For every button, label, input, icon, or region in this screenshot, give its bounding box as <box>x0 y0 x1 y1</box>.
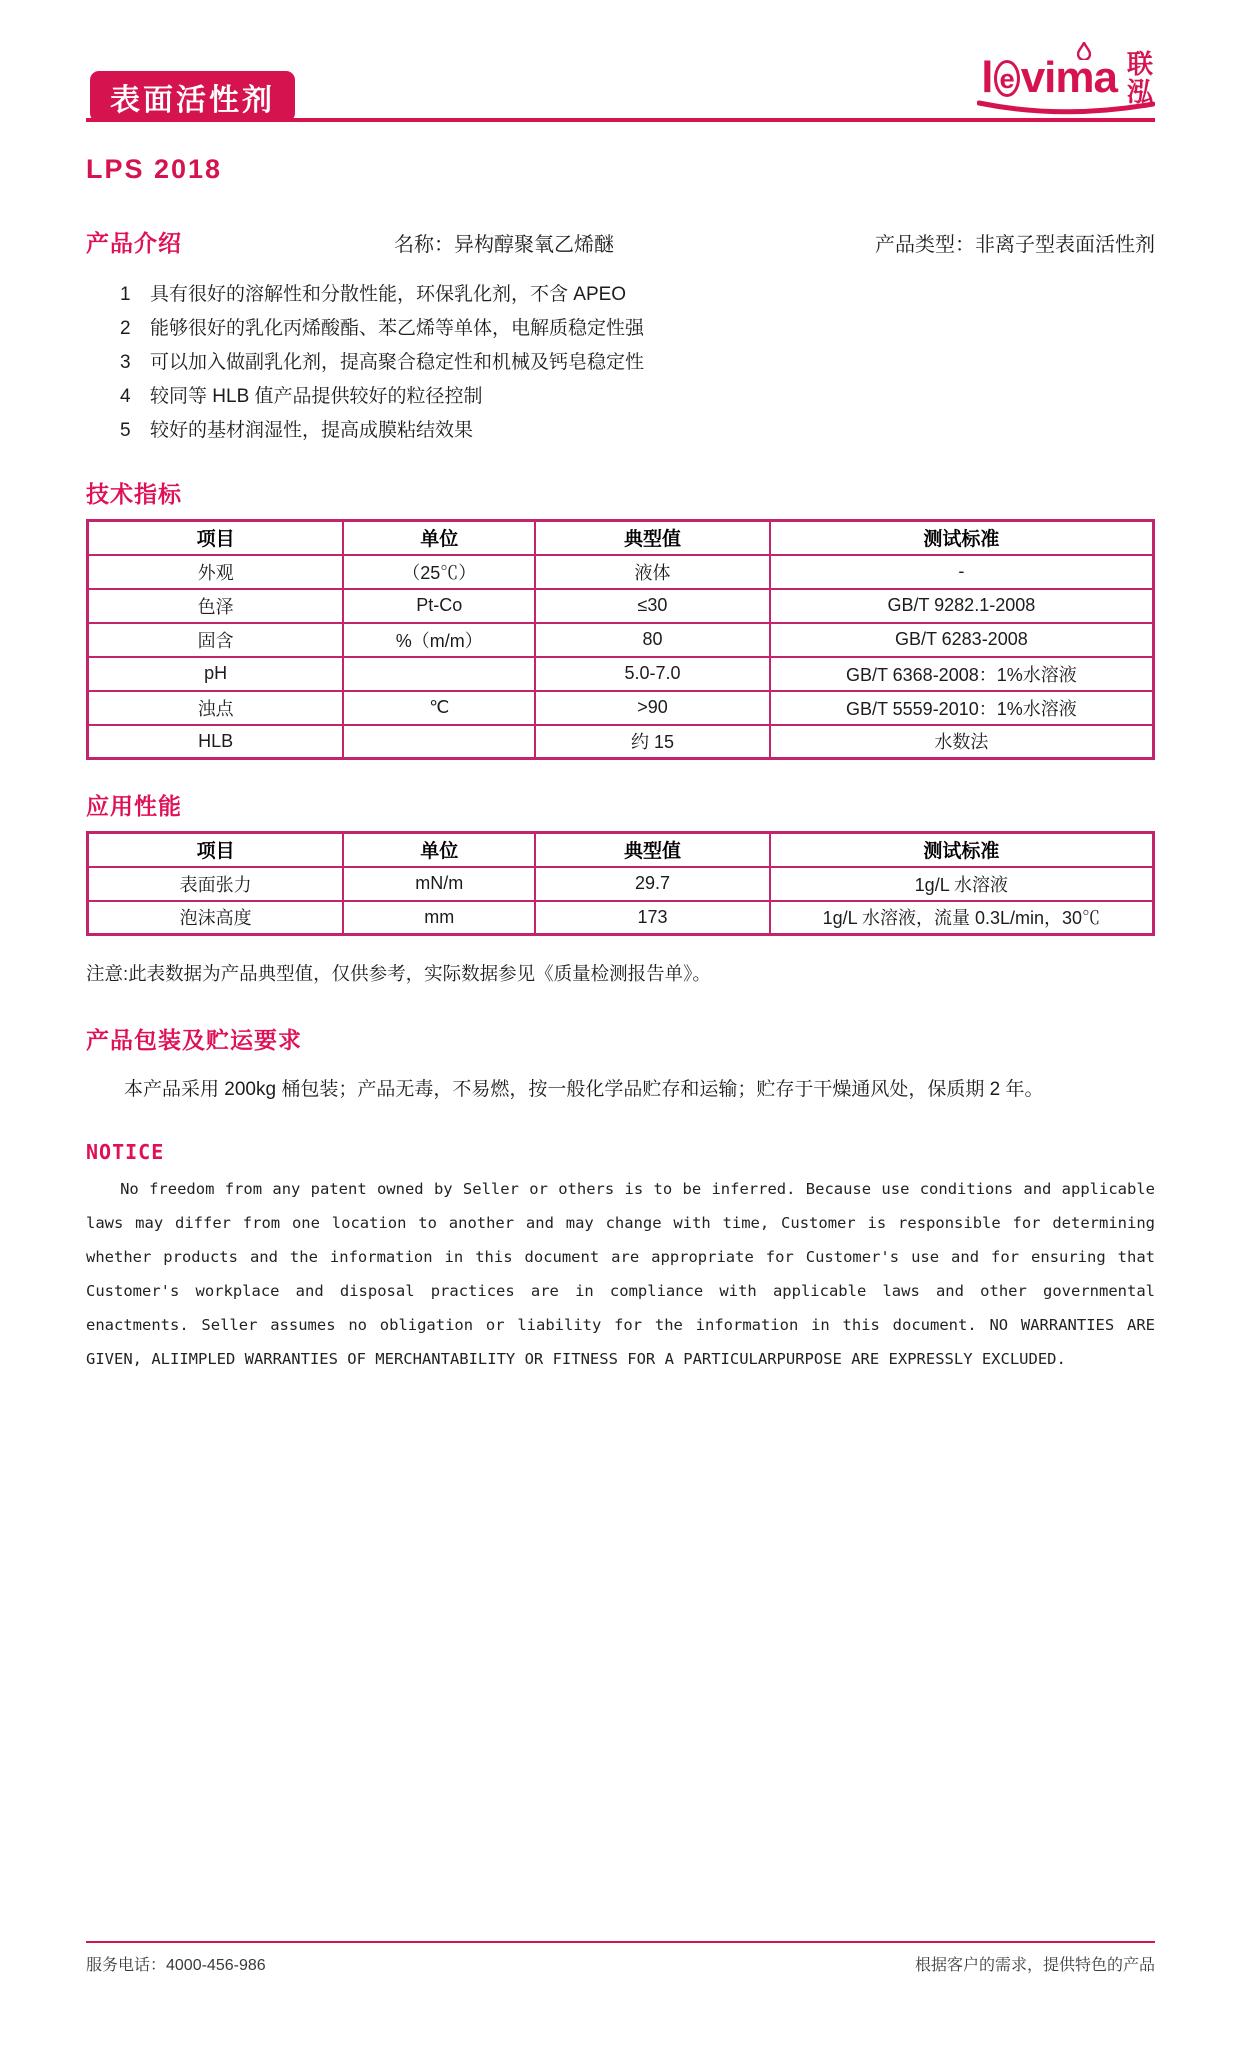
cell-item: 固含 <box>88 623 344 657</box>
table-note: 注意:此表数据为产品典型值，仅供参考，实际数据参见《质量检测报告单》。 <box>86 963 711 984</box>
page-footer <box>86 1941 1155 1975</box>
col-header-item: 项目 <box>88 521 344 555</box>
brand-cn-char-2: 泓 <box>1126 77 1153 108</box>
section-heading-intro: 产品介绍 <box>86 230 182 256</box>
feature-number: 4 <box>120 386 131 407</box>
feature-text: 具有很好的溶解性和分散性能，环保乳化剂，不含 APEO <box>150 284 627 305</box>
cell-unit: mN/m <box>343 867 535 901</box>
swoosh-icon <box>977 100 1155 116</box>
page-title: LPS 2018 <box>86 154 223 184</box>
cell-standard: GB/T 6368-2008：1%水溶液 <box>770 657 1154 691</box>
brand-letters-vima: vima <box>1020 53 1117 102</box>
section-heading-app-performance: 应用性能 <box>86 793 182 819</box>
table-row <box>88 725 1154 759</box>
col-header-unit: 单位 <box>343 833 535 867</box>
cell-typical: >90 <box>535 691 770 725</box>
feature-text: 能够很好的乳化丙烯酸酯、苯乙烯等单体，电解质稳定性强 <box>150 318 645 339</box>
feature-number: 2 <box>120 318 131 339</box>
col-header-item: 项目 <box>88 833 344 867</box>
feature-number: 1 <box>120 284 131 305</box>
feature-item <box>120 278 1155 312</box>
cell-standard: 1g/L 水溶液，流量 0.3L/min，30℃ <box>770 901 1154 935</box>
header-bar <box>86 49 1155 122</box>
feature-item <box>120 346 1155 380</box>
feature-text: 可以加入做副乳化剂，提高聚合稳定性和机械及钙皂稳定性 <box>150 352 645 373</box>
feature-text: 较同等 HLB 值产品提供较好的粒径控制 <box>150 386 483 407</box>
table-row <box>88 589 1154 623</box>
cell-typical: 80 <box>535 623 770 657</box>
brand-letter-l: l <box>981 53 993 102</box>
cell-item: 泡沫高度 <box>88 901 344 935</box>
feature-number: 3 <box>120 352 131 373</box>
cell-unit: Pt-Co <box>343 589 535 623</box>
levima-logo <box>981 49 1153 110</box>
table-header-row <box>88 833 1154 867</box>
feature-list <box>120 278 1155 448</box>
category-banner <box>90 71 295 122</box>
section-heading-tech-specs: 技术指标 <box>86 481 182 507</box>
footer-service-phone: 服务电话：4000-456-986 <box>86 1957 266 1974</box>
cell-standard: 水数法 <box>770 725 1154 759</box>
notice-text: No freedom from any patent owned by Seller or others is to be inferred. Because use conditions and applicable laws may differ from one location to another and may change with time, Customer is responsible for determining whether products and the information in this document are appropriate for Customer's use and for ensuring that Customer's workplace and disposal practices are in compliance with applicable laws and other governmental enactments. Seller assumes no obligation or liability for the information in this document. NO WARRANTIES ARE GIVEN, ALIIMPLED WARRANTIES OF MERCHANTABILITY OR FITNESS FOR A PARTICULARPURPOSE ARE EXPRESSLY EXCLUDED. <box>86 1180 1155 1368</box>
feature-item <box>120 312 1155 346</box>
cell-unit: （25℃） <box>343 555 535 589</box>
brand-cn-char-1: 联 <box>1126 49 1153 79</box>
footer-slogan: 根据客户的需求，提供特色的产品 <box>914 1957 1155 1974</box>
table-header-row <box>88 521 1154 555</box>
col-header-typical: 典型值 <box>535 521 770 555</box>
table-row <box>88 867 1154 901</box>
cell-unit <box>343 725 535 759</box>
cell-typical: 约 15 <box>535 725 770 759</box>
cell-standard: 1g/L 水溶液 <box>770 867 1154 901</box>
cell-unit: ℃ <box>343 691 535 725</box>
app-performance-table <box>86 831 1155 936</box>
cell-standard: GB/T 5559-2010：1%水溶液 <box>770 691 1154 725</box>
section-heading-packaging: 产品包装及贮运要求 <box>86 1027 302 1053</box>
cell-typical: 液体 <box>535 555 770 589</box>
cell-typical: 173 <box>535 901 770 935</box>
cell-item: 外观 <box>88 555 344 589</box>
cell-typical: ≤30 <box>535 589 770 623</box>
col-header-unit: 单位 <box>343 521 535 555</box>
product-name-label: 名称：异构醇聚氧乙烯醚 <box>394 234 614 256</box>
cell-item: 表面张力 <box>88 867 344 901</box>
feature-item <box>120 414 1155 448</box>
section-heading-notice: NOTICE <box>86 1140 165 1164</box>
droplet-icon <box>1077 42 1091 60</box>
table-row <box>88 691 1154 725</box>
cell-standard: - <box>770 555 1154 589</box>
cell-item: 色泽 <box>88 589 344 623</box>
col-header-standard: 测试标准 <box>770 521 1154 555</box>
cell-item: 浊点 <box>88 691 344 725</box>
table-row <box>88 623 1154 657</box>
cell-standard: GB/T 9282.1-2008 <box>770 589 1154 623</box>
intro-row <box>86 225 1155 258</box>
feature-number: 5 <box>120 420 131 441</box>
cell-typical: 5.0-7.0 <box>535 657 770 691</box>
feature-text: 较好的基材润湿性，提高成膜粘结效果 <box>150 420 474 441</box>
table-row <box>88 901 1154 935</box>
table-row <box>88 555 1154 589</box>
table-row <box>88 657 1154 691</box>
cell-item: pH <box>88 657 344 691</box>
levima-wordmark <box>981 53 1117 110</box>
cell-item: HLB <box>88 725 344 759</box>
col-header-standard: 测试标准 <box>770 833 1154 867</box>
cell-unit <box>343 657 535 691</box>
cell-unit: %（m/m） <box>343 623 535 657</box>
cell-unit: mm <box>343 901 535 935</box>
brand-chinese <box>1127 50 1153 106</box>
cell-typical: 29.7 <box>535 867 770 901</box>
product-type-label: 产品类型：非离子型表面活性剂 <box>875 234 1155 256</box>
feature-item <box>120 380 1155 414</box>
cell-standard: GB/T 6283-2008 <box>770 623 1154 657</box>
brand-letter-e-circled: e <box>994 60 1020 97</box>
col-header-typical: 典型值 <box>535 833 770 867</box>
category-banner-label: 表面活性剂 <box>110 83 275 117</box>
tech-specs-table <box>86 519 1155 760</box>
packaging-text: 本产品采用 200kg 桶包装；产品无毒，不易燃，按一般化学品贮存和运输；贮存于干燥通风处，保质期 2 年。 <box>124 1079 1044 1100</box>
